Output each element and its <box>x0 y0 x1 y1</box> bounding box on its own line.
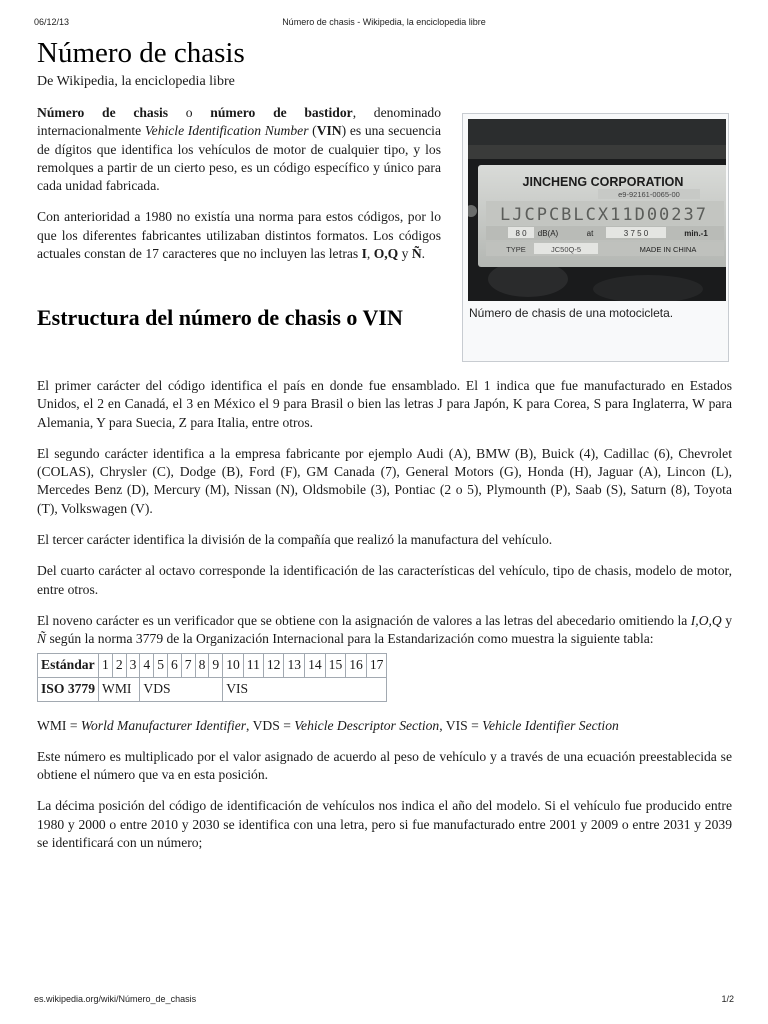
term-numero-de-chasis: Número de chasis <box>37 105 169 120</box>
position-cell: 10 <box>223 653 244 677</box>
plate-rpm-unit: min.-1 <box>684 229 708 238</box>
article <box>37 34 732 851</box>
history-text: y <box>398 246 412 262</box>
paragraph-multiplication: Este número es multiplicado por el valor asignado de acuerdo al peso de vehículo y a través de una ecuación preestablecida se obtiene el número que va en esta posición. <box>37 748 732 783</box>
thumbnail-figure <box>462 113 729 362</box>
paragraph-ninth-char <box>37 612 732 649</box>
plate-rpm-value: 3 7 5 0 <box>623 229 649 238</box>
vin-structure-table <box>37 653 387 702</box>
intro-text: , denominado internacionalmente <box>37 105 442 139</box>
vis-cell: VIS <box>223 677 387 701</box>
intro-text: ( <box>308 123 317 139</box>
section-heading: Estructura del número de chasis o VIN <box>37 305 403 330</box>
position-cell: 2 <box>112 653 126 677</box>
position-cell: 14 <box>305 653 326 677</box>
table-row-iso <box>38 677 387 701</box>
tagline: De Wikipedia, la enciclopedia libre <box>37 74 235 89</box>
intro-text: o <box>168 105 211 120</box>
position-cell: 5 <box>154 653 168 677</box>
position-cell: 1 <box>99 653 113 677</box>
ninth-text: y <box>721 612 732 628</box>
position-cell: 8 <box>195 653 209 677</box>
plate-noise-value: 8 0 <box>515 229 527 238</box>
letter-i: I <box>361 246 367 262</box>
history-text: Con anterioridad a 1980 no existía una norma para estos códigos, por lo que los diferentes fabricantes utilizaban distintos formatos. Los códigos actuales constan de 17 caracteres que no incluyen las letras <box>37 209 441 262</box>
plate-made-in: MADE IN CHINA <box>639 245 697 254</box>
plate-company: JINCHENG CORPORATION <box>522 175 684 189</box>
position-cell: 15 <box>325 653 346 677</box>
table-row-label: ISO 3779 <box>38 677 99 701</box>
ninth-text: según la norma 3779 de la Organización Internacional para la Estandarización como muestra la siguiente tabla: <box>46 631 654 647</box>
legend-text: , VIS = <box>439 717 483 733</box>
vds-cell: VDS <box>140 677 223 701</box>
paragraph-tenth-position: La décima posición del código de identificación de vehículos nos indica el año del modelo. Si el vehículo fue producido entre 1980 y 2000 o entre 2010 y 2030 se identifica con una letra, pero si fue manufacturado entre 2001 y 2009 o entre 2031 y 2039 se identificará con un número; <box>37 798 732 851</box>
position-cell: 9 <box>209 653 223 677</box>
history-text: . <box>421 246 426 262</box>
plate-at-label: at <box>586 229 594 238</box>
print-page-number: 1/2 <box>721 994 734 1004</box>
letters-oq: O,Q <box>373 246 399 262</box>
plate-type-label: TYPE <box>506 245 526 254</box>
position-cell: 3 <box>126 653 140 677</box>
plate-noise-unit: dB(A) <box>537 229 559 238</box>
table-header-row <box>38 653 387 677</box>
position-cell: 4 <box>140 653 154 677</box>
figure-caption: Número de chasis de una motocicleta. <box>469 306 674 320</box>
print-footer <box>34 994 734 1006</box>
position-cell: 17 <box>366 653 387 677</box>
intro-paragraph <box>37 104 441 195</box>
ninth-text: El noveno carácter es un verificador que se obtiene con la asignación de valores a las letras del abecedario omitiendo la <box>37 612 691 628</box>
history-paragraph <box>37 208 441 263</box>
plate-vin-engraving: LJCPCBLCX11D00237 <box>500 205 708 225</box>
print-header <box>34 17 734 29</box>
term-numero-de-bastidor: número de bastidor <box>210 105 353 120</box>
paragraph-second-char: El segundo carácter identifica a la empresa fabricante por ejemplo Audi (A), BMW (B), Buick (4), Cadillac (6), Chevrolet (COLAS), Chrysler (C), Dodge (B), Ford (F), GM Canada (7), General Motors (G), Honda (H), Jaguar (A), Lincon (L), Mercedes Benz (D), Mercury (M), Nissan (N), Oldsmobile (3), Pontiac (2 o 5), Plymounth (P), Saab (S), Saturn (8), Toyota (T), Volkswagen (V). <box>37 445 732 516</box>
intro-text: ) es una secuencia de dígitos que identifica los vehículos de motor de cualquier tipo, y los remolques a partir de un cierto peso, es un código específico y único para cada unidad fabricada. <box>37 123 441 194</box>
letter-enie: Ñ <box>411 246 422 262</box>
table-legend <box>37 717 732 735</box>
vin-plate-illustration <box>468 119 726 301</box>
section-body <box>37 377 732 865</box>
plate-type-value: JC50Q-5 <box>550 245 582 254</box>
position-cell: 6 <box>168 653 182 677</box>
legend-wmi: World Manufacturer Identifier <box>80 717 247 733</box>
ninth-letters: I,O,Q <box>690 612 722 628</box>
position-cell: 11 <box>243 653 263 677</box>
vin-plate-photo[interactable] <box>468 119 726 301</box>
paragraph-chars-4-8: Del cuarto carácter al octavo corresponde la identificación de las características del vehículo, tipo de chasis, modelo de motor, entre otros. <box>37 563 732 597</box>
legend-vds: Vehicle Descriptor Section <box>294 717 440 733</box>
wmi-cell: WMI <box>99 677 140 701</box>
intro-section <box>37 104 441 263</box>
position-cell: 13 <box>284 653 305 677</box>
history-text: , <box>366 246 374 262</box>
print-url: es.wikipedia.org/wiki/Número_de_chasis <box>34 994 197 1004</box>
plate-approval: e9-92161-0065-00 <box>618 190 680 199</box>
legend-text: WMI = <box>37 717 81 733</box>
position-cell: 16 <box>346 653 367 677</box>
page-title: Número de chasis <box>37 37 245 69</box>
position-cell: 7 <box>181 653 195 677</box>
ninth-enie: Ñ <box>37 631 47 647</box>
print-doc-title: Número de chasis - Wikipedia, la enciclopedia libre <box>282 17 486 27</box>
print-date: 06/12/13 <box>34 17 70 27</box>
legend-vis: Vehicle Identifier Section <box>482 717 619 733</box>
position-cell: 12 <box>263 653 284 677</box>
table-header-label: Estándar <box>38 653 99 677</box>
term-vin: VIN <box>316 123 342 139</box>
legend-text: , VDS = <box>246 717 295 733</box>
paragraph-first-char: El primer carácter del código identifica el país en donde fue ensamblado. El 1 indica que fue manufacturado en Estados Unidos, el 2 en Canadá, el 3 en México el 9 para Brasil o bien las letras J para Japón, K para Corea, S para Inglaterra, W para Alemania, Y para Suecia, Z para Italia, entre otros. <box>37 378 732 430</box>
paragraph-third-char: El tercer carácter identifica la división de la compañía que realizó la manufactura del vehículo. <box>37 532 553 548</box>
term-vin-english: Vehicle Identification Number <box>144 123 309 139</box>
